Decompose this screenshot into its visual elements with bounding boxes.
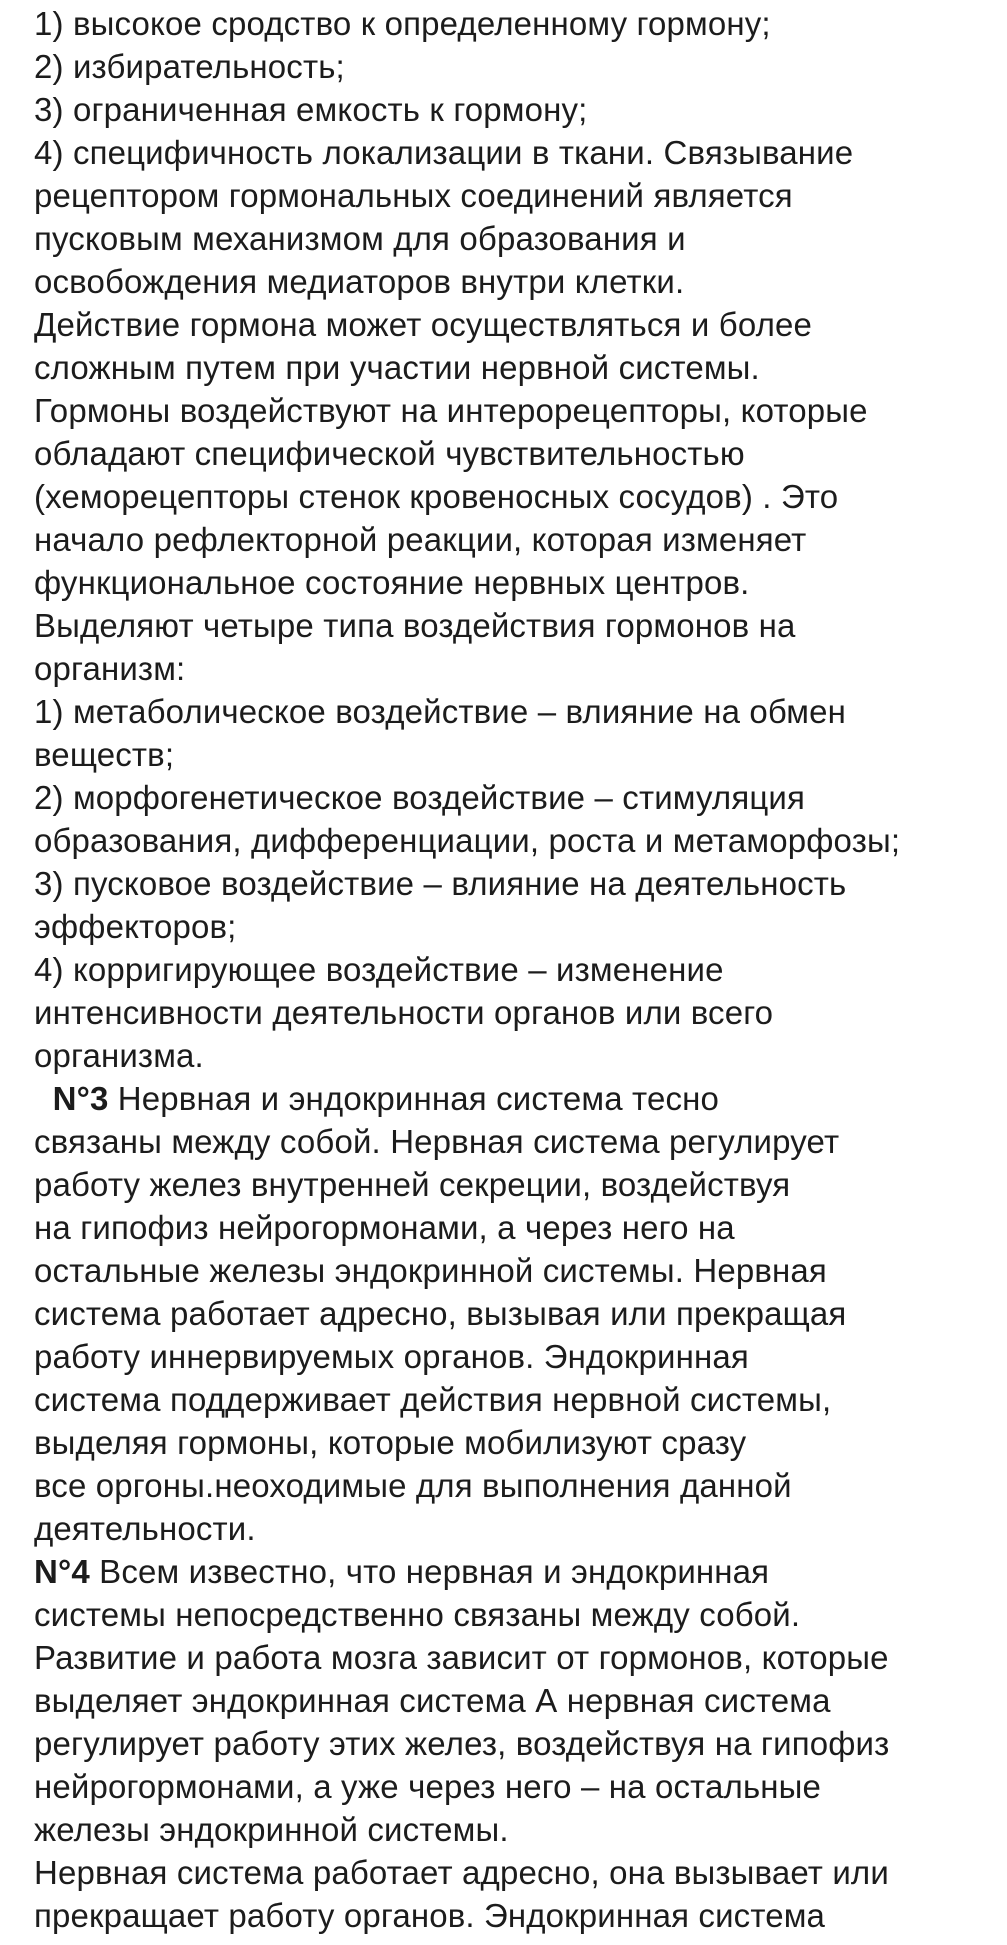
text-line: Выделяют четыре типа воздействия гормонов на: [34, 607, 796, 644]
text-line: интенсивности деятельности органов или всего: [34, 994, 774, 1031]
text-line: системы непосредственно связаны между собой.: [34, 1596, 801, 1633]
text-line: все оргоны.неоходимые для выполнения данной: [34, 1467, 792, 1504]
text-line: работу желез внутренней секреции, воздействуя: [34, 1166, 791, 1203]
text-line: 4) корригирующее воздействие – изменение: [34, 951, 724, 988]
section-n3-line: [34, 1079, 719, 1119]
text-line: связаны между собой. Нервная система регулирует: [34, 1123, 840, 1160]
text-line: Гормоны воздействуют на интерорецепторы, которые: [34, 392, 868, 429]
text-line: пусковым механизмом для образования и: [34, 220, 686, 257]
text-line: 2) морфогенетическое воздействие – стимуляция: [34, 779, 806, 816]
text-line: (хеморецепторы стенок кровеносных сосудов) . Это: [34, 478, 839, 515]
text-line: остальные железы эндокринной системы. Нервная: [34, 1252, 827, 1289]
text-line: освобождения медиаторов внутри клетки.: [34, 263, 685, 300]
text-line: регулирует работу этих желез, воздействуя на гипофиз: [34, 1725, 890, 1762]
section-n4-line: [34, 1552, 769, 1592]
text-line: функциональное состояние нервных центров.: [34, 564, 750, 601]
text-line: Развитие и работа мозга зависит от гормонов, которые: [34, 1639, 889, 1676]
text-line: работу иннервируемых органов. Эндокринная: [34, 1338, 749, 1375]
text-line: веществ;: [34, 736, 175, 773]
text-line: 3) ограниченная емкость к гормону;: [34, 91, 588, 128]
text-line: 3) пусковое воздействие – влияние на деятельность: [34, 865, 847, 902]
text-line: образования, дифференциации, роста и метаморфозы;: [34, 822, 901, 859]
text-line: выделяет эндокринная система А нервная система: [34, 1682, 831, 1719]
text-line: сложным путем при участии нервной системы.: [34, 349, 760, 386]
text-line: Нервная и эндокринная система тесно: [108, 1080, 719, 1117]
text-line: организм:: [34, 650, 186, 687]
text-line: нейрогормонами, а уже через него – на остальные: [34, 1768, 822, 1805]
text-line: 1) высокое сродство к определенному гормону;: [34, 5, 771, 42]
text-line: железы эндокринной системы.: [34, 1811, 509, 1848]
text-line: деятельности.: [34, 1510, 256, 1547]
text-line: эффекторов;: [34, 908, 237, 945]
text-line: выделяя гормоны, которые мобилизуют сразу: [34, 1424, 747, 1461]
section-number-n4: N°4: [34, 1553, 90, 1590]
text-line: на гипофиз нейрогормонами, а через него на: [34, 1209, 735, 1246]
text-line: обладают специфической чувствительностью: [34, 435, 745, 472]
text-line: система работает адресно, вызывая или прекращая: [34, 1295, 847, 1332]
text-line: Всем известно, что нервная и эндокринная: [89, 1553, 770, 1590]
section-number-n3: N°3: [34, 1080, 109, 1117]
text-line: организма.: [34, 1037, 204, 1074]
text-line: прекращает работу органов. Эндокринная система: [34, 1897, 826, 1934]
text-line: система поддерживает действия нервной системы,: [34, 1381, 832, 1418]
text-line: 2) избирательность;: [34, 48, 345, 85]
text-line: начало рефлекторной реакции, которая изменяет: [34, 521, 807, 558]
text-line: 1) метаболическое воздействие – влияние на обмен: [34, 693, 846, 730]
text-line: Нервная система работает адресно, она вызывает или: [34, 1854, 889, 1891]
text-line: 4) специфичность локализации в ткани. Связывание: [34, 134, 854, 171]
text-line: рецептором гормональных соединений является: [34, 177, 793, 214]
text-line: Действие гормона может осуществляться и более: [34, 306, 813, 343]
